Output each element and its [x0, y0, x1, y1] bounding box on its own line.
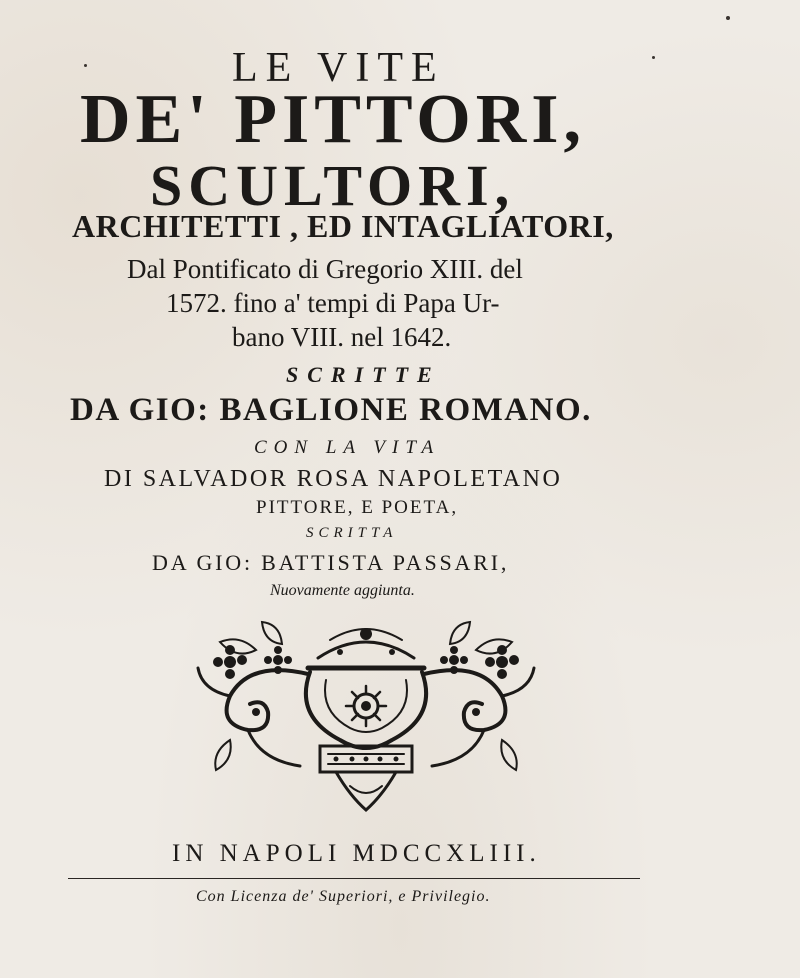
salvador-rosa-line: DI SALVADOR ROSA NAPOLETANO — [104, 466, 563, 492]
title-line-pittori: DE' PITTORI, — [80, 81, 587, 158]
floral-cartouche-icon — [190, 620, 542, 816]
imprint-rule — [68, 878, 640, 879]
ink-speck — [84, 64, 87, 67]
ink-speck — [652, 56, 655, 59]
title-line-le-vite: LE VITE — [232, 45, 445, 91]
passari-line: DA GIO: BATTISTA PASSARI, — [152, 550, 510, 575]
subtitle-line-1: Dal Pontificato di Gregorio XIII. del — [127, 254, 523, 284]
license-line: Con Licenza de' Superiori, e Privilegio. — [196, 888, 491, 905]
con-la-vita-label: CON LA VITA — [254, 437, 441, 458]
pittore-poeta-line: PITTORE, E POETA, — [256, 497, 459, 518]
subtitle-line-2: 1572. fino a' tempi di Papa Ur- — [166, 288, 500, 318]
title-line-scultori: SCULTORI, — [150, 153, 516, 218]
scritta-label: SCRITTA — [306, 525, 398, 541]
scritte-label: SCRITTE — [286, 362, 441, 387]
author-line: DA GIO: BAGLIONE ROMANO. — [70, 392, 592, 428]
imprint-line: IN NAPOLI MDCCXLIII. — [172, 840, 541, 867]
subtitle-line-3: bano VIII. nel 1642. — [232, 322, 452, 352]
ink-speck — [726, 16, 730, 20]
nuovamente-line: Nuovamente aggiunta. — [270, 582, 415, 599]
title-line-architetti: ARCHITETTI , ED INTAGLIATORI, — [72, 208, 614, 244]
